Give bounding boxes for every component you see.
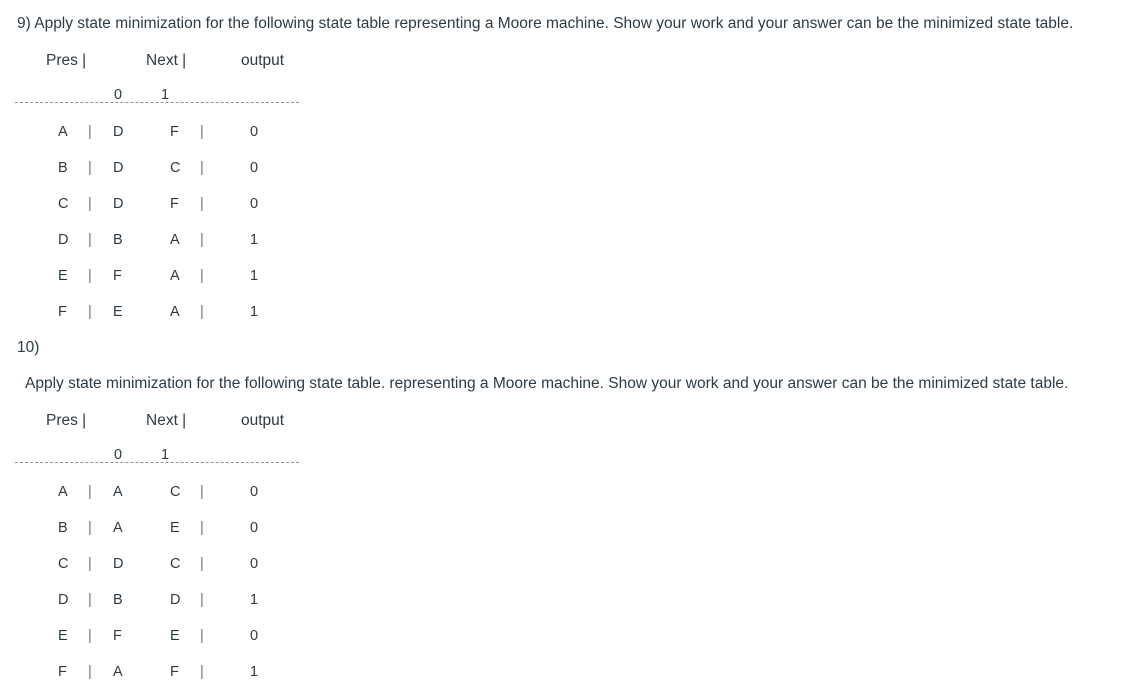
next-1-cell: F	[170, 196, 179, 212]
next-1-cell: C	[170, 556, 181, 572]
output-cell: 0	[250, 124, 259, 140]
separator: |	[88, 304, 92, 320]
state-cell: E	[58, 628, 68, 644]
separator: |	[88, 628, 92, 644]
separator: |	[200, 304, 204, 320]
q10-prompt: Apply state minimization for the following state table. representing a Moore machine. Show your work and your answer can be the minimized state table.	[25, 375, 1069, 392]
state-cell: A	[58, 124, 68, 140]
output-cell: 0	[250, 196, 259, 212]
q9-header-next: Next |	[146, 52, 187, 69]
state-cell: C	[58, 196, 69, 212]
next-0-cell: F	[113, 268, 122, 284]
q10-number: 10)	[17, 339, 40, 356]
next-1-cell: A	[170, 232, 180, 248]
next-0-cell: A	[113, 520, 123, 536]
q9-prompt: 9) Apply state minimization for the following state table representing a Moore machine. Show your work and your answer can be the minimized state table.	[17, 15, 1074, 32]
next-1-cell: A	[170, 268, 180, 284]
state-cell: B	[58, 520, 68, 536]
separator: |	[200, 124, 204, 140]
q10-header-pres: Pres |	[46, 412, 87, 429]
state-cell: E	[58, 268, 68, 284]
separator: |	[88, 484, 92, 500]
next-0-cell: D	[113, 160, 124, 176]
next-0-cell: A	[113, 664, 123, 680]
output-cell: 1	[250, 232, 259, 248]
state-cell: D	[58, 232, 69, 248]
state-cell: D	[58, 592, 69, 608]
next-1-cell: F	[170, 664, 179, 680]
q10-input-1: 1	[161, 447, 170, 463]
next-1-cell: C	[170, 484, 181, 500]
separator: |	[200, 664, 204, 680]
state-cell: F	[58, 304, 67, 320]
q9-input-0: 0	[114, 87, 123, 103]
state-cell: C	[58, 556, 69, 572]
separator: |	[88, 268, 92, 284]
state-cell: B	[58, 160, 68, 176]
next-1-cell: F	[170, 124, 179, 140]
next-0-cell: B	[113, 592, 123, 608]
output-cell: 0	[250, 628, 259, 644]
q10-header-next: Next |	[146, 412, 187, 429]
separator: |	[88, 556, 92, 572]
next-0-cell: B	[113, 232, 123, 248]
separator: |	[200, 232, 204, 248]
next-0-cell: F	[113, 628, 122, 644]
separator: |	[200, 520, 204, 536]
separator: |	[200, 196, 204, 212]
separator: |	[88, 520, 92, 536]
q10-header-output: output	[241, 412, 285, 429]
next-1-cell: C	[170, 160, 181, 176]
output-cell: 0	[250, 556, 259, 572]
q9-input-1: 1	[161, 87, 170, 103]
next-0-cell: D	[113, 124, 124, 140]
state-cell: F	[58, 664, 67, 680]
output-cell: 1	[250, 664, 259, 680]
separator: |	[200, 160, 204, 176]
separator: |	[200, 484, 204, 500]
separator: |	[200, 556, 204, 572]
output-cell: 1	[250, 304, 259, 320]
next-1-cell: A	[170, 304, 180, 320]
separator: |	[200, 592, 204, 608]
next-0-cell: A	[113, 484, 123, 500]
next-1-cell: E	[170, 628, 180, 644]
separator: |	[88, 160, 92, 176]
next-0-cell: D	[113, 556, 124, 572]
q9-header-pres: Pres |	[46, 52, 87, 69]
next-1-cell: E	[170, 520, 180, 536]
q10-divider	[15, 462, 299, 463]
separator: |	[88, 592, 92, 608]
state-cell: A	[58, 484, 68, 500]
q10-input-0: 0	[114, 447, 123, 463]
output-cell: 0	[250, 520, 259, 536]
separator: |	[200, 628, 204, 644]
separator: |	[88, 196, 92, 212]
separator: |	[88, 124, 92, 140]
separator: |	[200, 268, 204, 284]
q9-header-output: output	[241, 52, 285, 69]
output-cell: 0	[250, 160, 259, 176]
output-cell: 1	[250, 268, 259, 284]
next-1-cell: D	[170, 592, 181, 608]
output-cell: 1	[250, 592, 259, 608]
output-cell: 0	[250, 484, 259, 500]
separator: |	[88, 232, 92, 248]
next-0-cell: D	[113, 196, 124, 212]
next-0-cell: E	[113, 304, 123, 320]
q9-divider	[15, 102, 299, 103]
separator: |	[88, 664, 92, 680]
